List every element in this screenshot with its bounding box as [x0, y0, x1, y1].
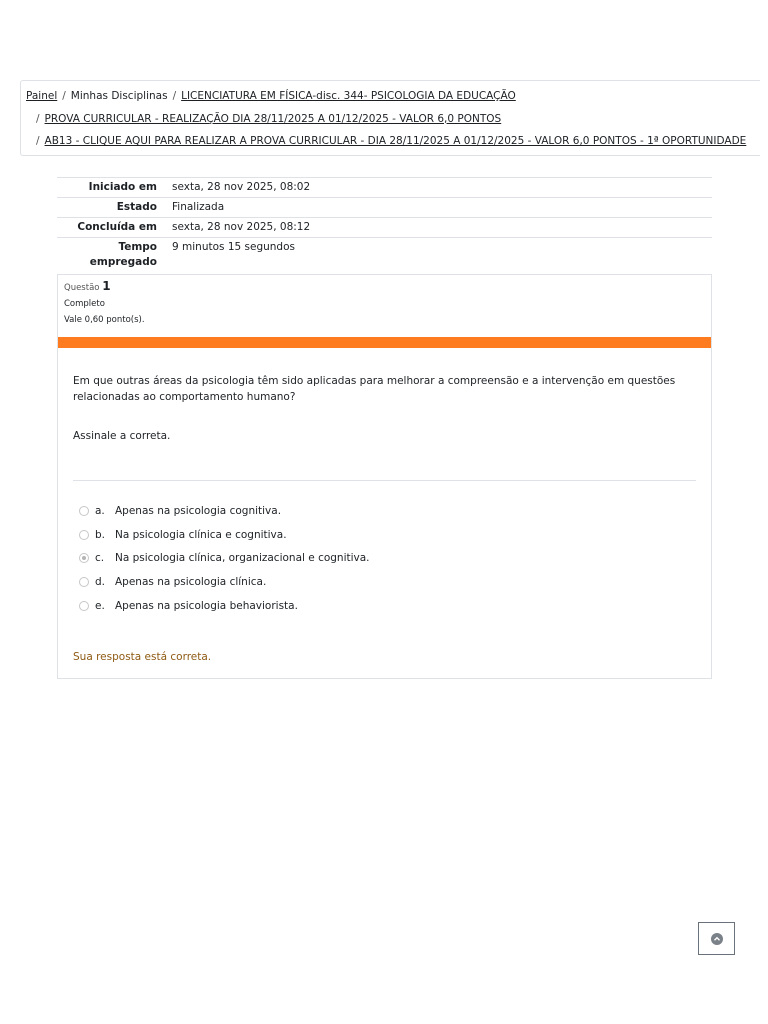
summary-value: sexta, 28 nov 2025, 08:02 — [172, 181, 311, 193]
question-prompt: Assinale a correta. — [73, 430, 171, 442]
breadcrumb-separator: / — [172, 90, 177, 102]
breadcrumb-line-3 — [26, 133, 760, 156]
answer-letter: c. — [95, 552, 105, 565]
radio-button[interactable] — [79, 530, 89, 540]
answer-option-e[interactable] — [73, 594, 696, 618]
breadcrumb-minhas-disciplinas: Minhas Disciplinas — [70, 90, 168, 102]
question-number-value: 1 — [102, 279, 111, 293]
summary-row-completed — [57, 218, 712, 238]
question-number-label: Questão — [64, 283, 100, 293]
summary-value: sexta, 28 nov 2025, 08:12 — [172, 221, 311, 233]
back-to-top-button[interactable] — [698, 922, 735, 955]
answer-option-c[interactable] — [73, 546, 696, 570]
radio-button[interactable] — [79, 577, 89, 587]
question-card — [57, 274, 712, 679]
question-info — [58, 275, 711, 337]
radio-button-selected[interactable] — [79, 553, 89, 563]
answer-option-a[interactable] — [73, 499, 696, 523]
breadcrumb-painel-link[interactable]: Painel — [26, 90, 58, 102]
breadcrumb-separator: / — [62, 90, 66, 102]
breadcrumb-course-link[interactable]: LICENCIATURA EM FÍSICA-disc. 344- PSICOLOGIA DA EDUCAÇÃO — [181, 90, 516, 102]
breadcrumb-separator: / — [36, 112, 40, 125]
divider — [73, 480, 696, 481]
question-state: Completo — [64, 299, 105, 309]
answer-letter: d. — [95, 575, 106, 588]
radio-button[interactable] — [79, 506, 89, 516]
breadcrumb-separator: / — [36, 135, 40, 147]
answer-letter: b. — [95, 528, 106, 541]
radio-button[interactable] — [79, 601, 89, 611]
answer-text: Apenas na psicologia cognitiva. — [115, 504, 282, 517]
summary-label: Estado — [116, 201, 157, 213]
summary-value: 9 minutos 15 segundos — [172, 241, 295, 253]
answer-feedback: Sua resposta está correta. — [73, 651, 212, 664]
summary-label: Tempo empregado — [89, 241, 157, 268]
answer-text: Na psicologia clínica e cognitiva. — [115, 528, 287, 541]
breadcrumb-line-2 — [26, 111, 760, 134]
answer-text: Apenas na psicologia clínica. — [115, 575, 267, 588]
breadcrumb-exam-section-link[interactable]: PROVA CURRICULAR - REALIZAÇÃO DIA 28/11/2025 A 01/12/2025 - VALOR 6,0 PONTOS — [44, 112, 502, 125]
breadcrumb-quiz-link[interactable]: AB13 - CLIQUE AQUI PARA REALIZAR A PROVA CURRICULAR - DIA 28/11/2025 A 01/12/2025 - VALOR 6,0 PONTOS - 1ª OPORTUNIDADE — [44, 135, 747, 147]
question-text: Em que outras áreas da psicologia têm sido aplicadas para melhorar a compreensão e a intervenção em questões relacionadas ao comportamento humano? — [73, 375, 676, 403]
answer-text: Apenas na psicologia behaviorista. — [115, 599, 298, 612]
answer-letter: a. — [95, 504, 105, 517]
answer-option-d[interactable] — [73, 570, 696, 594]
answer-option-b[interactable] — [73, 523, 696, 547]
breadcrumb-line-1 — [26, 88, 760, 111]
summary-row-started — [57, 178, 712, 198]
summary-label: Iniciado em — [88, 181, 157, 193]
summary-row-time-taken — [57, 238, 712, 273]
answer-list — [73, 499, 696, 617]
question-content — [58, 348, 711, 663]
attempt-summary-table — [57, 177, 712, 272]
chevron-up-circle-icon — [711, 933, 723, 945]
breadcrumb — [20, 80, 760, 156]
summary-label: Concluída em — [77, 221, 157, 233]
question-accent-bar — [58, 337, 711, 348]
summary-row-state — [57, 198, 712, 218]
summary-value: Finalizada — [172, 201, 225, 213]
question-number — [64, 279, 705, 293]
answer-letter: e. — [95, 599, 105, 612]
question-grade: Vale 0,60 ponto(s). — [64, 315, 145, 325]
answer-text: Na psicologia clínica, organizacional e cognitiva. — [115, 552, 370, 565]
